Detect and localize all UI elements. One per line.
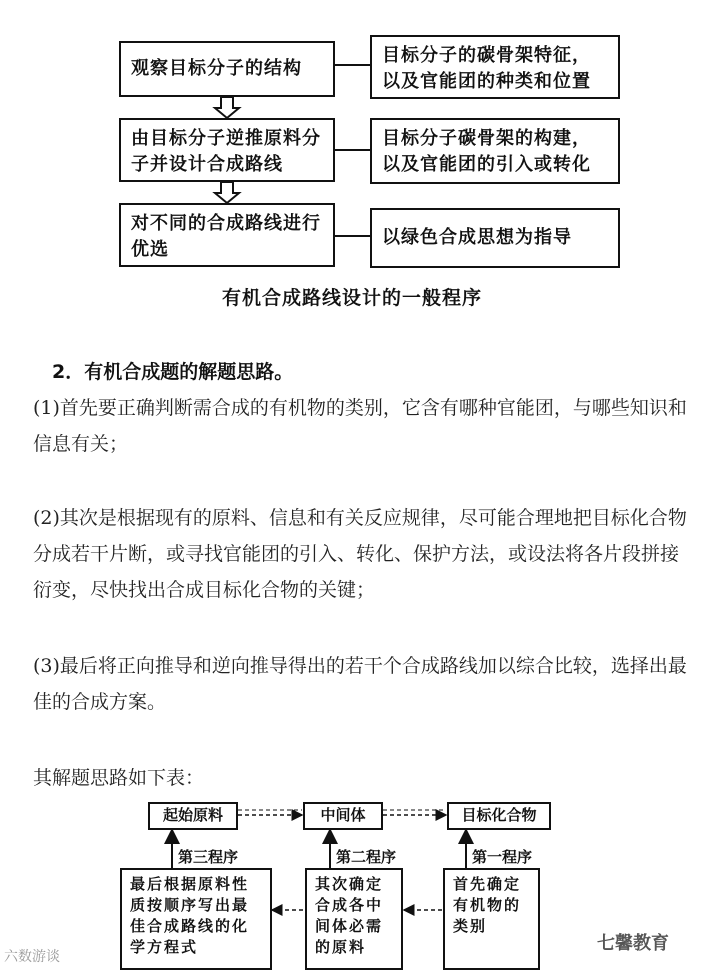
flowchart-caption: 有机合成路线设计的一般程序 <box>222 287 483 309</box>
flow-right-box-3: 以绿色合成思想为指导 <box>370 208 620 268</box>
procedure-box-2: 其次确定合成各中间体必需的原料 <box>305 868 403 970</box>
brand-logo: 七馨教育 <box>597 933 669 954</box>
flow-left-box-1: 观察目标分子的结构 <box>119 41 335 97</box>
paragraph-1: (1)首先要正确判断需合成的有机物的类别，它含有哪种官能团，与哪些知识和信息有关； <box>33 397 687 455</box>
start-material-box: 起始原料 <box>148 802 238 830</box>
step-label-3: 第三程序 <box>178 848 239 866</box>
flow-right-box-1: 目标分子的碳骨架特征，以及官能团的种类和位置 <box>370 35 620 99</box>
procedure-box-3: 最后根据原料性质按顺序写出最佳合成路线的化学方程式 <box>120 868 272 970</box>
step-label-2: 第二程序 <box>336 848 397 866</box>
flow-right-box-2: 目标分子碳骨架的构建，以及官能团的引入或转化 <box>370 118 620 184</box>
watermark-text: 六数游谈 <box>4 949 60 965</box>
paragraph-4: 其解题思路如下表： <box>33 767 205 789</box>
flow-left-box-3: 对不同的合成路线进行优选 <box>119 203 335 267</box>
target-compound-box: 目标化合物 <box>447 802 551 830</box>
intermediate-box: 中间体 <box>303 802 383 830</box>
flow-left-box-2: 由目标分子逆推原料分子并设计合成路线 <box>119 118 335 182</box>
section-heading: 2．有机合成题的解题思路。 <box>52 361 294 383</box>
procedure-box-1: 首先确定有机物的类别 <box>443 868 540 970</box>
paragraph-2: (2)其次是根据现有的原料、信息和有关反应规律，尽可能合理地把目标化合物分成若干片断，或寻找官能团的引入、转化、保护方法，或设法将各片段拼接衍变，尽快找出合成目标化合物的关键； <box>33 507 687 601</box>
paragraph-3: (3)最后将正向推导和逆向推导得出的若干个合成路线加以综合比较，选择出最佳的合成方案。 <box>33 655 687 713</box>
step-label-1: 第一程序 <box>472 848 533 866</box>
